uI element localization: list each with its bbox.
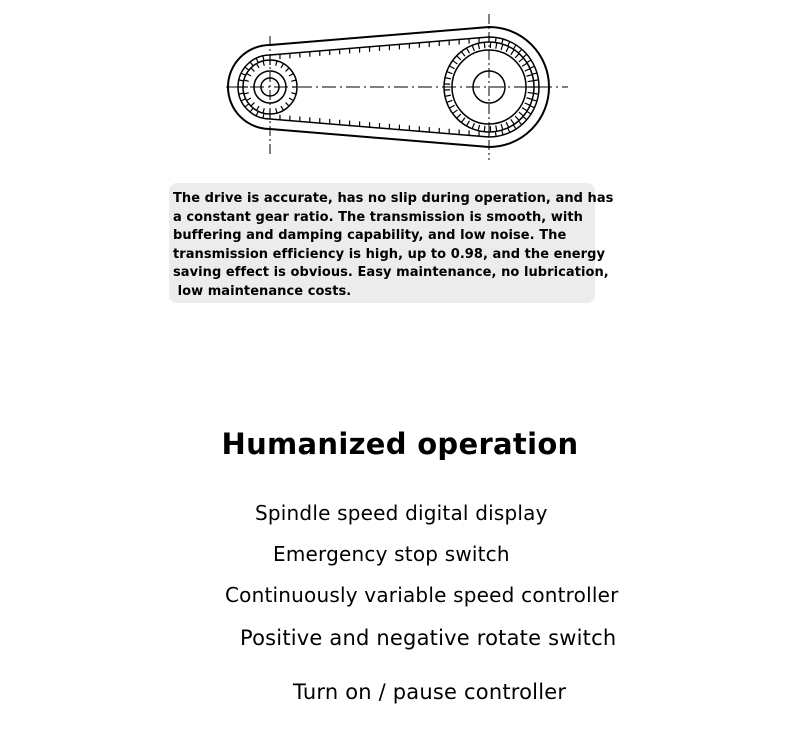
large-pulley-tooth [478,43,479,49]
feature-variable-speed-controller: Continuously variable speed controller [225,583,619,607]
large-pulley-tooth [447,72,453,74]
belt-tooth [250,62,253,66]
large-pulley-tooth [472,123,474,129]
small-pulley-tooth [244,93,249,94]
large-pulley-tooth [528,92,534,93]
large-pulley-tooth [453,61,458,65]
timing-belt-drive-diagram [226,14,568,160]
belt-tooth [527,60,531,63]
large-pulley-tooth [478,125,479,131]
small-pulley-tooth [263,61,264,66]
large-pulley-tooth [457,114,461,118]
belt-tooth [256,58,258,63]
feature-emergency-stop-switch: Emergency stop switch [273,542,510,566]
large-pulley-tooth [526,75,532,77]
belt-tooth [534,93,539,94]
large-pulley-tooth [467,48,470,53]
small-pulley-tooth [251,68,255,72]
large-pulley-tooth [457,56,461,60]
large-pulley-tooth [525,69,530,71]
belt-tooth [518,121,521,125]
description-box [169,183,614,303]
large-pulley-tooth [445,95,451,96]
section-title: Humanized operation [221,427,579,461]
large-pulley-tooth [511,50,514,55]
description-line: buffering and damping capability, and low noise. The [173,228,567,244]
large-pulley-tooth [484,42,485,48]
feature-pause-controller: Turn on / pause controller [293,680,567,704]
large-pulley-tooth [496,125,497,131]
belt-tooth [523,54,527,57]
small-pulley-tooth [257,106,260,110]
large-pulley-tooth [522,108,527,111]
belt-tooth [502,130,503,135]
feature-spindle-speed-display: Spindle speed digital display [255,501,548,525]
belt-tooth [502,39,503,44]
large-pulley-tooth [528,81,534,82]
large-pulley-tooth [501,44,503,50]
small-pulley-tooth [281,106,284,110]
large-pulley-tooth [472,45,474,51]
belt-tooth [239,80,244,81]
belt-tooth [245,104,249,107]
large-pulley-tooth [519,58,524,62]
small-pulley-tooth [289,74,293,77]
small-pulley-tooth [286,68,290,72]
belt-tooth [518,49,521,53]
belt-tooth [495,38,496,43]
small-pulley-tooth [286,103,290,107]
description-line: low maintenance costs. [173,283,352,299]
large-pulley-tooth [522,63,527,66]
belt-tooth [245,67,249,70]
belt-tooth [256,111,258,116]
large-pulley-tooth [515,116,519,120]
belt-tooth [495,132,496,137]
large-pulley-tooth [506,47,509,52]
large-pulley-tooth [525,103,530,105]
belt-tooth [534,80,539,81]
large-pulley-tooth [461,52,465,57]
belt-tooth [527,111,531,114]
large-pulley-tooth [449,105,454,108]
small-pulley-tooth [291,80,296,81]
large-pulley-tooth [449,66,454,69]
belt-tooth [250,108,253,112]
description-line: The drive is accurate, has no slip during operation, and has [173,191,614,206]
large-pulley-tooth [515,54,519,58]
large-pulley-tooth [506,122,509,127]
large-pulley-tooth [447,100,453,102]
large-pulley-tooth [484,126,485,132]
small-pulley-tooth [263,108,264,113]
large-pulley-tooth [519,112,524,116]
small-pulley-tooth [247,98,251,101]
small-pulley-tooth [289,98,293,101]
small-pulley-tooth [281,64,284,68]
small-pulley-tooth [291,93,296,94]
small-pulley-tooth [257,64,260,68]
belt-tooth [241,99,246,101]
large-pulley-tooth [526,98,532,100]
belt-tooth [239,93,244,94]
small-pulley-tooth [251,103,255,107]
small-pulley-tooth [276,108,277,113]
belt-tooth [523,116,527,119]
large-pulley-tooth [511,119,514,124]
feature-rotate-switch: Positive and negative rotate switch [240,626,617,650]
small-pulley-tooth [244,80,249,81]
belt-tooth [241,73,246,75]
description-line: saving effect is obvious. Easy maintenance, no lubrication, [173,265,609,281]
large-pulley-tooth [461,118,465,123]
belt-tooth [263,56,264,61]
small-pulley-tooth [276,61,277,66]
description-line: transmission efficiency is high, up to 0.98, and the energy [173,246,606,262]
description-line: a constant gear ratio. The transmission is smooth, with [173,209,583,225]
small-pulley-tooth [247,74,251,77]
large-pulley-tooth [467,121,470,126]
large-pulley-tooth [453,110,458,114]
large-pulley-tooth [445,78,451,79]
large-pulley-tooth [501,124,503,130]
large-pulley-tooth [496,43,497,49]
